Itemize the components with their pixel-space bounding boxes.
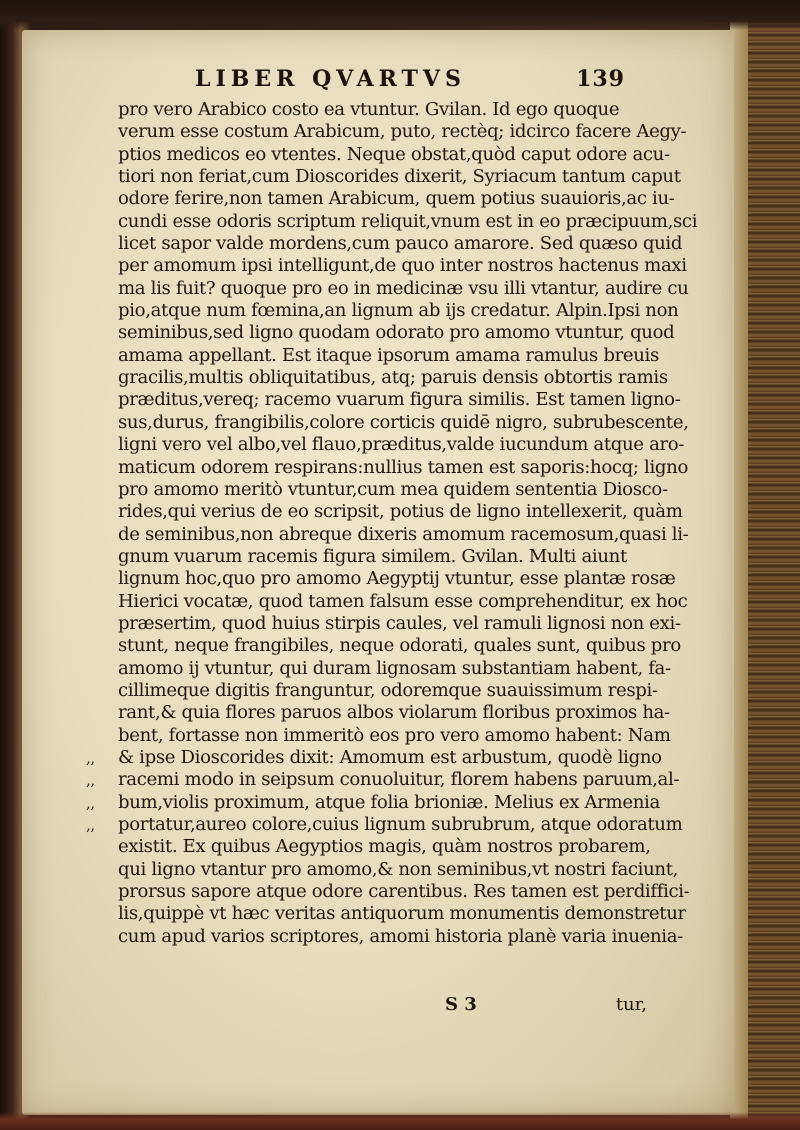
- text-line: [118, 590, 688, 613]
- text-line: [118, 277, 689, 300]
- text-line: [118, 925, 683, 948]
- text-line: [118, 501, 683, 523]
- text-line: [118, 322, 675, 344]
- text-line-content: lignum hoc,quo pro amomo Aegyptij vtuntur, esse plantæ rosæ: [118, 568, 676, 590]
- text-line: [118, 635, 681, 657]
- text-line: [118, 188, 675, 210]
- text-line: [118, 680, 663, 702]
- text-line-content: cum apud varios scriptores, amomi historia planè varia inuenia-: [118, 925, 683, 947]
- text-line-content: amama appellant. Est itaque ipsorum amama ramulus breuis: [118, 344, 659, 366]
- text-line: [118, 568, 676, 590]
- marginal-quote-mark: ,,: [86, 816, 95, 834]
- text-line: [118, 702, 670, 724]
- text-line-content: Hierici vocatæ, quod tamen falsum esse comprehenditur, ex hoc: [118, 590, 688, 612]
- text-line: [118, 657, 671, 680]
- text-line-content: & ipse Dioscorides dixit: Amomum est arbustum, quodè ligno: [118, 746, 662, 768]
- text-line: [118, 434, 685, 456]
- text-line: [118, 881, 690, 903]
- text-line-content: bent, fortasse non immeritò eos pro vero amomo habent: Nam: [118, 724, 671, 746]
- text-line: [86, 814, 683, 836]
- bottom-cover-edge: [0, 1112, 800, 1130]
- text-line-content: portatur,aureo colore,cuius lignum subrubrum, atque odoratum: [118, 814, 683, 835]
- text-line: [118, 523, 689, 546]
- text-line-content: præditus,vereq; racemo vuarum figura similis. Est tamen ligno-: [118, 389, 681, 411]
- text-line-content: ptios medicos eo vtentes. Neque obstat,quòd caput odore acu-: [118, 143, 670, 165]
- text-line-content: odore ferire,non tamen Arabicum, quem potius suauioris,ac iu-: [118, 188, 675, 210]
- text-line-content: sus,durus, frangibilis,colore corticis quidē nigro, subrubescente,: [118, 411, 689, 433]
- text-line: [118, 345, 663, 367]
- text-line: [118, 724, 671, 747]
- text-line: [118, 121, 687, 143]
- text-line-content: rant,& quia flores paruos albos violarum floribus proximos ha-: [118, 702, 670, 724]
- text-line: [118, 300, 679, 322]
- text-line: [118, 255, 687, 277]
- text-line: [86, 791, 663, 814]
- text-line: [118, 233, 683, 255]
- text-line: [118, 411, 689, 434]
- text-line: [118, 858, 679, 881]
- running-head-title: LIBER QVARTVS: [195, 66, 466, 92]
- text-line-content: de seminibus,non abreque dixeris amomum racemosum,quasi li-: [118, 523, 689, 545]
- text-line-content: licet sapor valde mordens,cum pauco amarore. Sed quæso quid: [118, 233, 683, 255]
- body-text: [86, 99, 698, 948]
- text-line-content: bum,violis proximum, atque folia brioniæ. Melius ex Armenia: [118, 791, 660, 813]
- book-fore-edge: [730, 0, 800, 1130]
- text-line-content: gnum vuarum racemis figura similem. Gvilan. Multi aiunt: [118, 545, 627, 567]
- text-line: [118, 210, 698, 233]
- text-line-content: ligni vero vel albo,vel flauo,præditus,valde iucundum atque aro-: [118, 434, 685, 456]
- text-line: [118, 389, 681, 411]
- marginal-quote-mark: ,,: [86, 748, 95, 767]
- text-line-content: existit. Ex quibus Aegyptios magis, quàm nostros probarem,: [118, 836, 651, 858]
- text-line-content: pio,atque num fœmina,an lignum ab ijs credatur. Alpin.Ipsi non: [118, 300, 679, 322]
- text-line-content: amomo ij vtuntur, qui duram lignosam substantiam habent, fa-: [118, 657, 671, 679]
- text-line-content: tiori non feriat,cum Dioscorides dixerit, Syriacum tantum caput: [118, 166, 681, 188]
- text-line: [118, 903, 686, 925]
- page-number: 139: [576, 66, 625, 92]
- text-line-content: maticum odorem respirans:nullius tamen est saporis:hocq; ligno: [118, 456, 688, 478]
- text-line-content: ma lis fuit? quoque pro eo in medicinæ vsu illi vtantur, audire cu: [118, 277, 689, 299]
- text-line-content: rides,qui verius de eo scripsit, potius de ligno intellexerit, quàm: [118, 501, 683, 523]
- top-shadow-edge: [0, 0, 800, 30]
- text-line-content: pro vero Arabico costo ea vtuntur. Gvilan. Id ego quoque: [118, 99, 620, 120]
- text-line-content: gracilis,multis obliquitatibus, atq; paruis densis obtortis ramis: [118, 367, 668, 389]
- text-line-content: racemi modo in seipsum conuoluitur, florem habens paruum,al-: [118, 769, 680, 791]
- catchline: [445, 994, 665, 1018]
- text-line: [118, 456, 688, 479]
- text-line-content: pro amomo meritò vtuntur,cum mea quidem sententia Diosco-: [118, 478, 668, 500]
- text-line: [118, 99, 663, 121]
- running-head: [195, 66, 625, 96]
- catchword: tur,: [615, 994, 647, 1015]
- marginal-quote-mark: ,,: [86, 771, 95, 790]
- text-line: [118, 478, 668, 501]
- text-line: [86, 769, 680, 791]
- text-line: [118, 367, 668, 389]
- text-line-content: cundi esse odoris scriptum reliquit,vnum est in eo præcipuum,sci: [118, 210, 698, 232]
- text-line: [118, 166, 681, 188]
- text-line-content: seminibus,sed ligno quodam odorato pro amomo vtuntur, quod: [118, 322, 675, 344]
- text-line-content: lis,quippè vt hæc veritas antiquorum monumentis demonstretur: [118, 903, 686, 925]
- text-line-content: qui ligno vtantur pro amomo,& non seminibus,vt nostri faciunt,: [118, 858, 679, 880]
- text-line: [118, 612, 681, 635]
- text-line-content: cillimeque digitis franguntur, odoremque suauissimum respi-: [118, 679, 658, 701]
- marginal-quote-mark: ,,: [86, 793, 95, 812]
- text-line: [118, 836, 663, 858]
- text-line-content: prorsus sapore atque odore carentibus. Res tamen est perdiffici-: [118, 881, 690, 903]
- text-line: [118, 143, 670, 166]
- signature-mark: S 3: [445, 994, 477, 1015]
- text-line: [86, 746, 663, 769]
- text-line-content: stunt, neque frangibiles, neque odorati, quales sunt, quibus pro: [118, 635, 681, 657]
- text-line-content: præsertim, quod huius stirpis caules, vel ramuli lignosi non exi-: [118, 612, 681, 634]
- text-line-content: per amomum ipsi intelligunt,de quo inter nostros hactenus maxi: [118, 255, 687, 277]
- text-line-content: verum esse costum Arabicum, puto, rectèq; idcirco facere Aegy-: [118, 121, 687, 143]
- text-line: [118, 546, 663, 568]
